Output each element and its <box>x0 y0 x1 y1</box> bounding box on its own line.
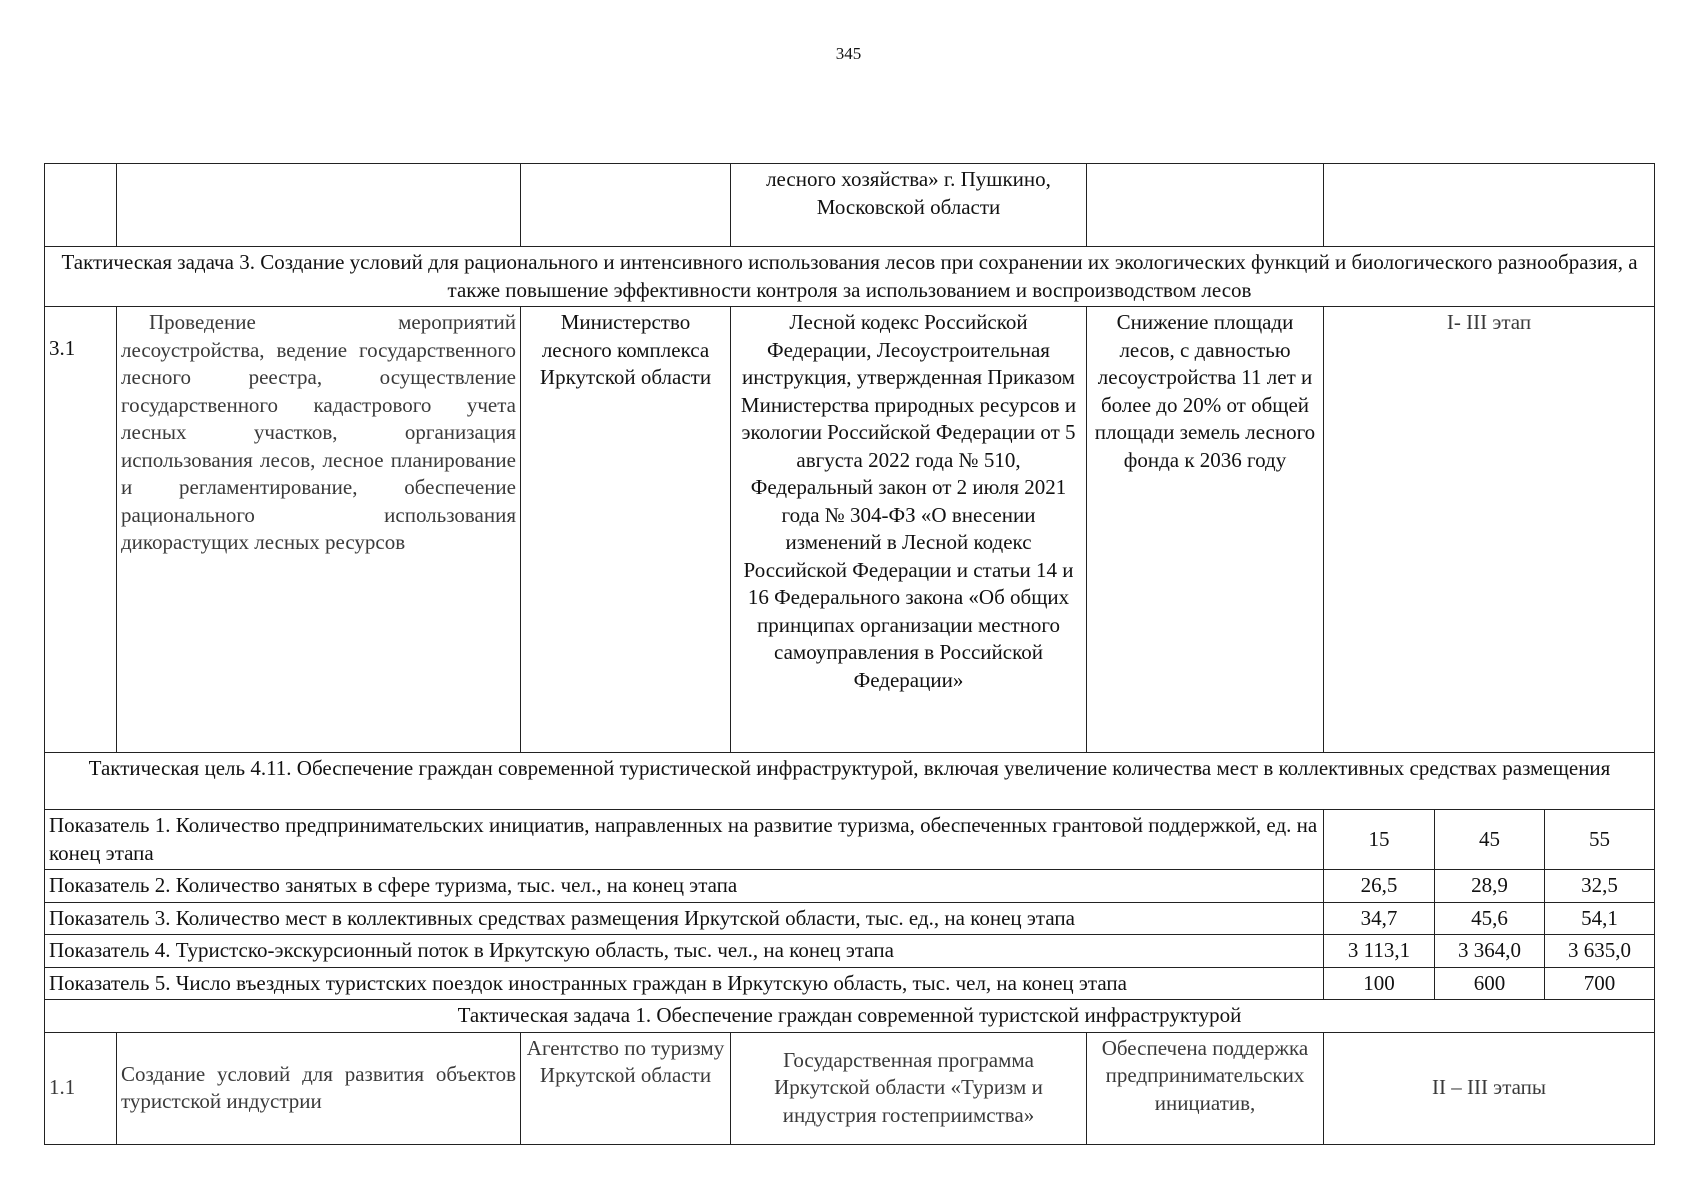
indicator-row <box>45 810 1655 870</box>
page-number: 345 <box>835 44 862 63</box>
indicator-value-stage-2: 3 364,0 <box>1435 935 1545 968</box>
indicator-row <box>45 967 1655 1000</box>
tactical-task-1-row <box>45 1000 1655 1033</box>
row-1-1-number: 1.1 <box>45 1032 117 1144</box>
tactical-task-3-row <box>45 247 1655 307</box>
row-3-1-result: Снижение площади лесов, с давностью лесоустройства 11 лет и более до 20% от общей площади земель лесного фонда к 2036 году <box>1087 307 1324 753</box>
tactical-task-3-heading: Тактическая задача 3. Создание условий для рационального и интенсивного использования лесов при сохранении их экологических функций и биологического разнообразия, а также повышение эффективности контроля за использованием и воспроизводством лесов <box>45 247 1655 307</box>
cont-stage-cell <box>1324 164 1655 247</box>
indicator-value-stage-3: 55 <box>1545 810 1655 870</box>
indicator-value-stage-2: 45 <box>1435 810 1545 870</box>
cont-activity-cell <box>117 164 521 247</box>
row-3-1-basis: Лесной кодекс Российской Федерации, Лесоустроительная инструкция, утвержденная Приказом Министерства природных ресурсов и экологии Российской Федерации от 5 августа 2022 года № 510, Федеральный закон от 2 июля 2021 года № 304-ФЗ «О внесении изменений в Лесной кодекс Российской Федерации и статьи 14 и 16 Федерального закона «Об общих принципах организации местного самоуправления в Российской Федерации» <box>731 307 1087 753</box>
row-3-1-activity: Проведение мероприятий лесоустройства, ведение государственного лесного реестра, осуществление государственного кадастрового учета лесных участков, организация использования лесов, лесное планирование и регламентирование, обеспечение рационального использования дикорастущих лесных ресурсов <box>117 307 521 753</box>
indicator-value-stage-3: 54,1 <box>1545 902 1655 935</box>
row-3-1 <box>45 307 1655 753</box>
indicator-label: Показатель 3. Количество мест в коллективных средствах размещения Иркутской области, тыс. ед., на конец этапа <box>45 902 1324 935</box>
cont-basis-cell: лесного хозяйства» г. Пушкино, Московской области <box>731 164 1087 247</box>
row-1-1-activity: Создание условий для развития объектов туристской индустрии <box>117 1032 521 1144</box>
indicator-value-stage-2: 45,6 <box>1435 902 1545 935</box>
cont-executor-cell <box>521 164 731 247</box>
row-1-1-stage: II – III этапы <box>1324 1032 1655 1144</box>
tactical-goal-4-11-row <box>45 753 1655 810</box>
indicator-value-stage-1: 26,5 <box>1324 870 1435 903</box>
indicator-row <box>45 935 1655 968</box>
tactical-goal-4-11-heading: Тактическая цель 4.11. Обеспечение граждан современной туристической инфраструктурой, включая увеличение количества мест в коллективных средствах размещения <box>45 753 1655 810</box>
row-3-1-executor: Министерство лесного комплекса Иркутской области <box>521 307 731 753</box>
cont-result-cell <box>1087 164 1324 247</box>
row-3-1-stage: I- III этап <box>1324 307 1655 753</box>
indicator-row <box>45 902 1655 935</box>
indicator-value-stage-1: 3 113,1 <box>1324 935 1435 968</box>
row-1-1-result: Обеспечена поддержка предпринимательских инициатив, <box>1087 1032 1324 1144</box>
indicator-value-stage-1: 34,7 <box>1324 902 1435 935</box>
cont-number-cell <box>45 164 117 247</box>
indicator-value-stage-1: 15 <box>1324 810 1435 870</box>
row-1-1-basis: Государственная программа Иркутской области «Туризм и индустрия гостеприимства» <box>731 1032 1087 1144</box>
indicator-label: Показатель 5. Число въездных туристских поездок иностранных граждан в Иркутскую область, тыс. чел, на конец этапа <box>45 967 1324 1000</box>
row-1-1 <box>45 1032 1655 1144</box>
indicator-row <box>45 870 1655 903</box>
indicator-value-stage-2: 28,9 <box>1435 870 1545 903</box>
continuation-row <box>45 164 1655 247</box>
indicator-label: Показатель 1. Количество предпринимательских инициатив, направленных на развитие туризма, обеспеченных грантовой поддержкой, ед. на конец этапа <box>45 810 1324 870</box>
indicator-label: Показатель 2. Количество занятых в сфере туризма, тыс. чел., на конец этапа <box>45 870 1324 903</box>
indicator-value-stage-3: 700 <box>1545 967 1655 1000</box>
indicator-label: Показатель 4. Туристско-экскурсионный поток в Иркутскую область, тыс. чел., на конец этапа <box>45 935 1324 968</box>
tactical-task-1-heading: Тактическая задача 1. Обеспечение граждан современной туристской инфраструктурой <box>45 1000 1655 1033</box>
row-1-1-executor: Агентство по туризму Иркутской области <box>521 1032 731 1144</box>
row-3-1-number <box>45 307 117 753</box>
strategy-table <box>44 163 1655 1145</box>
indicator-value-stage-1: 100 <box>1324 967 1435 1000</box>
indicator-value-stage-3: 32,5 <box>1545 870 1655 903</box>
indicator-value-stage-2: 600 <box>1435 967 1545 1000</box>
row-3-1-number-text: 3.1 <box>49 336 76 360</box>
indicator-value-stage-3: 3 635,0 <box>1545 935 1655 968</box>
